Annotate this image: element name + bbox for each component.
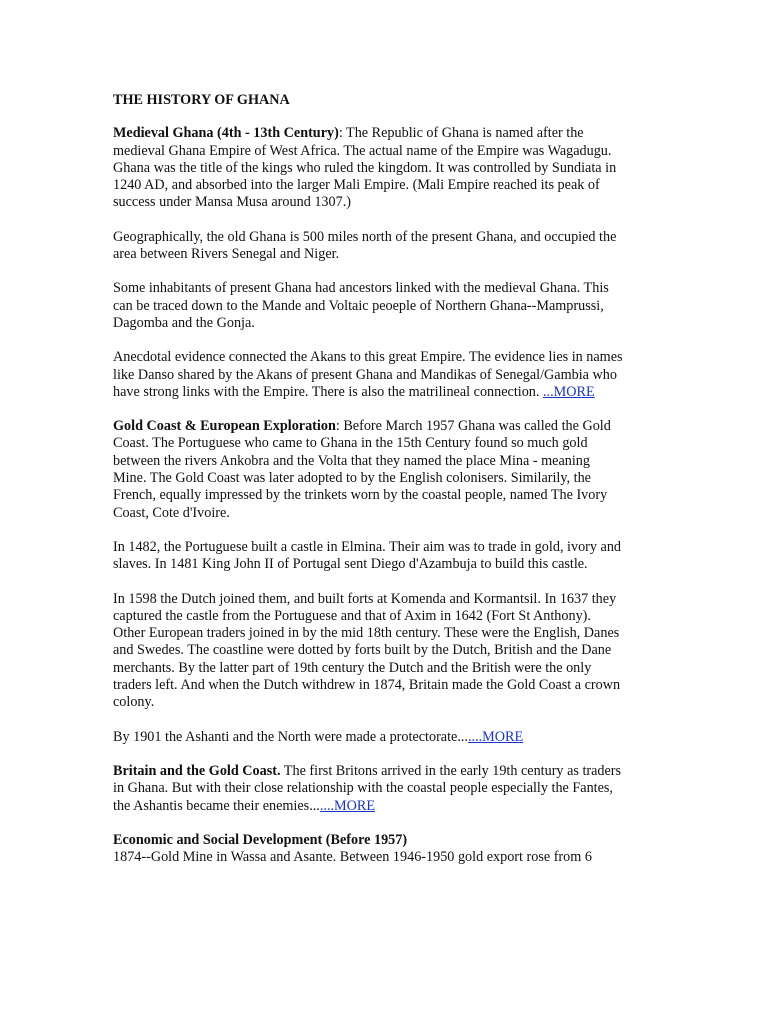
text-line: In 1598 the Dutch joined them, and built forts at Komenda and Kormantsil. In 1637 they (113, 590, 617, 607)
text-line: slaves. In 1481 King John II of Portugal sent Diego d'Azambuja to build this castle. (113, 556, 588, 573)
britain-paragraph (113, 763, 661, 815)
text-line: merchants. By the latter part of 19th century the Dutch and the British were the only (113, 659, 592, 676)
text-line (113, 729, 661, 746)
text-line: In 1482, the Portuguese built a castle in Elmina. Their aim was to trade in gold, ivory and (113, 538, 622, 555)
economic-paragraph (113, 832, 661, 867)
more-link-britain[interactable]: ....MORE (319, 797, 376, 814)
text-line: Anecdotal evidence connected the Akans to this great Empire. The evidence lies in names (113, 349, 623, 366)
anecdotal-paragraph (113, 349, 661, 401)
text-line: in Ghana. But with their close relationship with the coastal people especially the Fantes, (113, 780, 613, 797)
section-heading-economic: Economic and Social Development (Before 1957) (113, 831, 408, 848)
text-line-segment: The first Britons arrived in the early 19th century as traders (280, 762, 622, 779)
text-line: 1874--Gold Mine in Wassa and Asante. Between 1946-1950 gold export rose from 6 (113, 849, 592, 866)
text-line: can be traced down to the Mande and Voltaic peoeple of Northern Ghana--Mamprussi, (113, 297, 604, 314)
text-line-segment: : The Republic of Ghana is named after the (338, 125, 584, 142)
text-line: success under Mansa Musa around 1307.) (113, 194, 351, 211)
text-line: Coast, Cote d'Ivoire. (113, 504, 230, 521)
text-line-segment: : Before March 1957 Ghana was called the Gold (335, 418, 611, 435)
text-line: Dagomba and the Gonja. (113, 314, 255, 331)
page-title: THE HISTORY OF GHANA (113, 92, 290, 108)
section-heading-medieval-ghana: Medieval Ghana (4th - 13th Century) (113, 125, 339, 142)
text-line: captured the castle from the Portuguese and that of Axim in 1642 (Fort St Anthony). (113, 607, 591, 624)
text-line: like Danso shared by the Akans of present Ghana and Mandikas of Senegal/Gambia who (113, 366, 617, 383)
text-line-segment: have strong links with the Empire. There is also the matrilineal connection. (113, 383, 543, 400)
gold-coast-paragraph (113, 418, 661, 522)
text-line (113, 763, 661, 780)
text-line (113, 125, 661, 142)
text-line-segment: By 1901 the Ashanti and the North were made a protectorate... (113, 728, 468, 745)
text-line-segment: the Ashantis became their enemies... (113, 797, 320, 814)
inhabitants-paragraph (113, 280, 661, 332)
geography-paragraph (113, 229, 661, 264)
document-body (113, 92, 661, 866)
section-heading-britain: Britain and the Gold Coast. (113, 762, 281, 779)
text-line (113, 418, 661, 435)
text-line (113, 798, 661, 815)
dutch-paragraph (113, 591, 661, 712)
medieval-ghana-paragraph (113, 125, 661, 211)
text-line: Coast. The Portuguese who came to Ghana in the 15th Century found so much gold (113, 435, 588, 452)
elmina-paragraph (113, 539, 661, 574)
text-line (113, 384, 661, 401)
text-line: Mine. The Gold Coast was later adopted to by the English colonisers. Similarily, the (113, 470, 591, 487)
text-line: colony. (113, 694, 155, 711)
section-heading-gold-coast: Gold Coast & European Exploration (113, 418, 336, 435)
text-line: French, equally impressed by the trinkets worn by the coastal people, named The Ivory (113, 487, 608, 504)
ashanti-paragraph (113, 729, 661, 746)
text-line: between the rivers Ankobra and the Volta that they named the place Mina - meaning (113, 452, 590, 469)
text-line: Ghana was the title of the kings who ruled the kingdom. It was controlled by Sundiata in (113, 159, 617, 176)
text-line: 1240 AD, and absorbed into the larger Mali Empire. (Mali Empire reached its peak of (113, 177, 600, 194)
text-line: Geographically, the old Ghana is 500 miles north of the present Ghana, and occupied the (113, 228, 617, 245)
text-line: medieval Ghana Empire of West Africa. The actual name of the Empire was Wagadugu. (113, 142, 612, 159)
text-line: and Swedes. The coastline were dotted by forts built by the Dutch, British and the Dane (113, 642, 612, 659)
text-line: traders left. And when the Dutch withdrew in 1874, Britain made the Gold Coast a crown (113, 677, 621, 694)
text-line: Other European traders joined in by the mid 18th century. These were the English, Danes (113, 625, 620, 642)
more-link-medieval-ghana[interactable]: ...MORE (542, 383, 595, 400)
more-link-gold-coast[interactable]: ....MORE (467, 728, 524, 745)
text-line: area between Rivers Senegal and Niger. (113, 246, 340, 263)
text-line: Some inhabitants of present Ghana had ancestors linked with the medieval Ghana. This (113, 280, 609, 297)
